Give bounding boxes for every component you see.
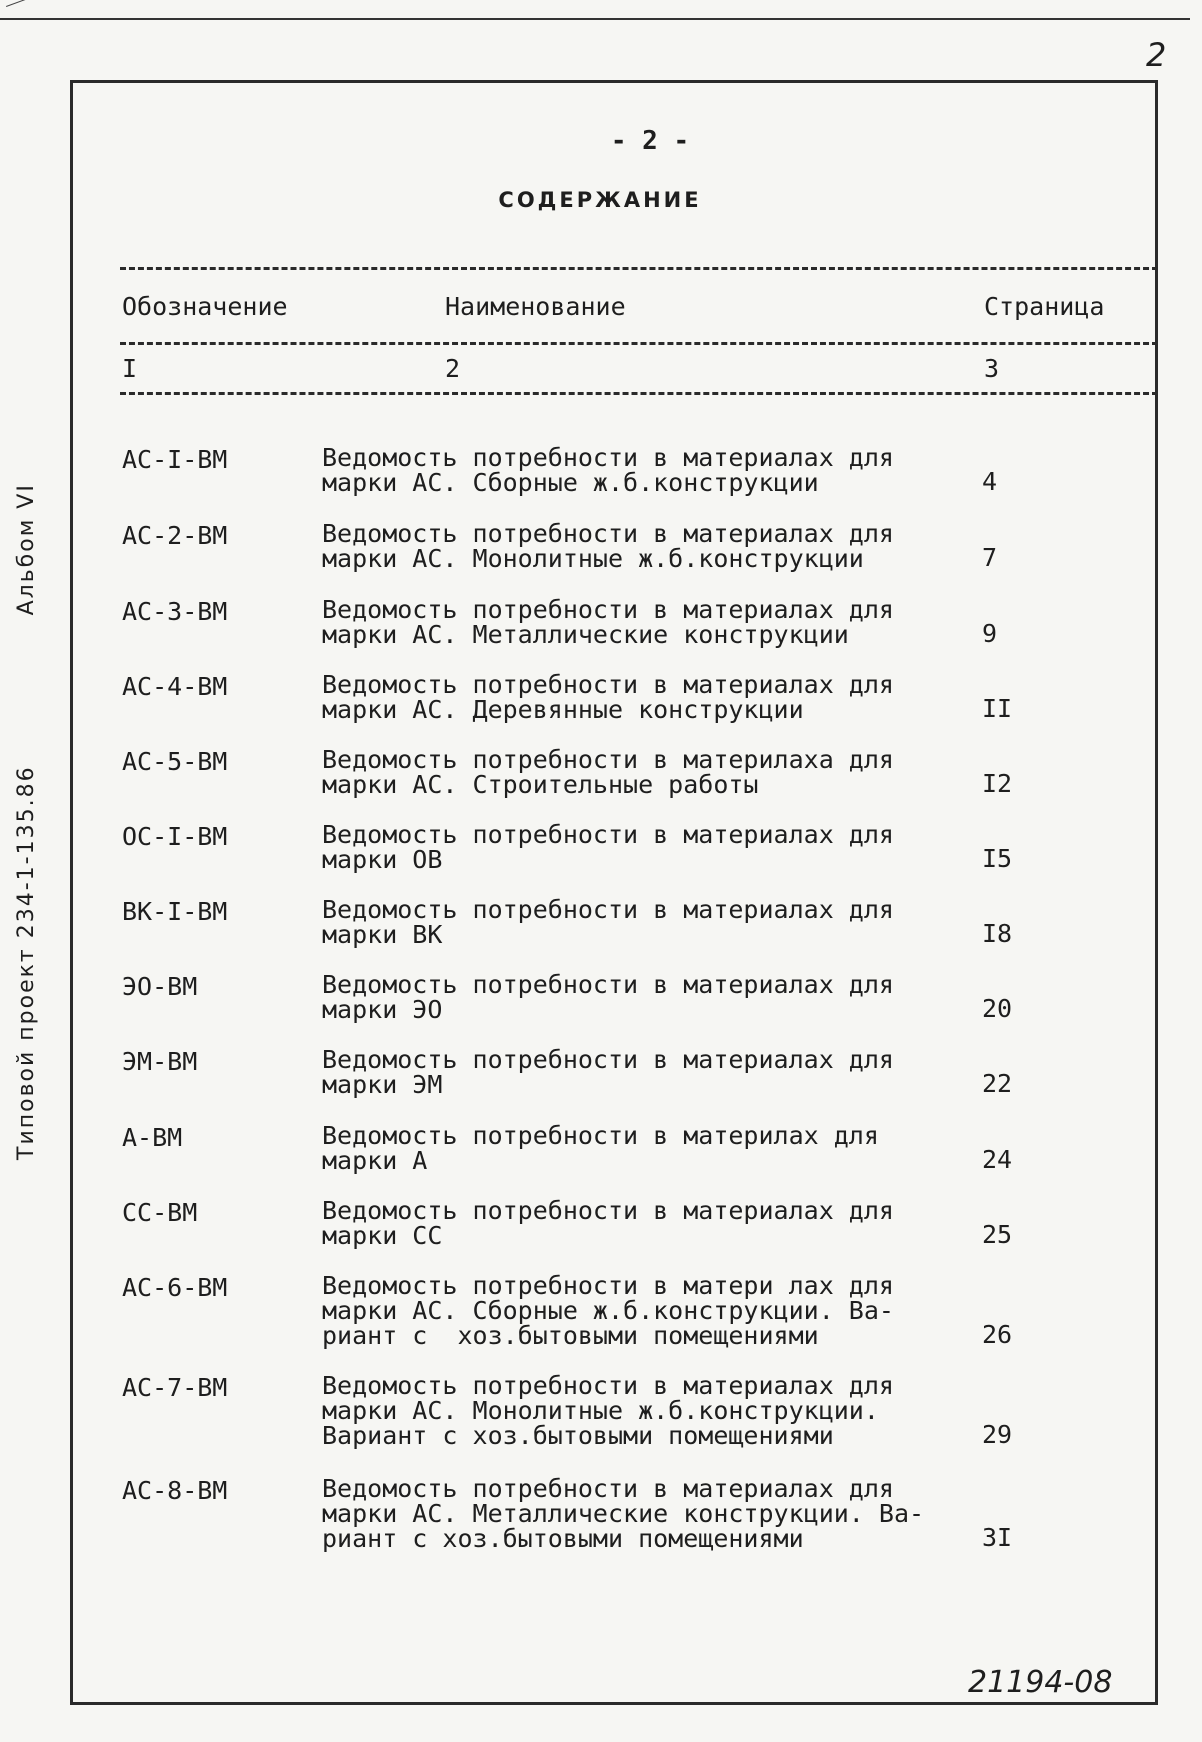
entry-code: ВК-I-ВМ: [122, 897, 228, 926]
corner-mark: [6, 0, 44, 7]
entry-code: АС-2-ВМ: [122, 521, 228, 550]
entry-code: АС-7-ВМ: [122, 1373, 228, 1402]
entry-name: Ведомость потребности в материалах для марки АС. Монолитные ж.б.конструкции: [322, 519, 894, 573]
document-title: СОДЕРЖАНИЕ: [498, 188, 702, 212]
entry-code: АС-3-ВМ: [122, 597, 228, 626]
page-frame: [70, 80, 1158, 1705]
entry-name: Ведомость потребности в материлаха для марки АС. Строительные работы: [322, 745, 894, 799]
entry-page: I2: [982, 769, 1013, 798]
top-edge-line: [0, 18, 1190, 20]
entry-page: 3I: [982, 1523, 1013, 1552]
project-label: Типовой проект 234-1-135.86: [14, 765, 39, 1160]
archive-stamp: 21194-08: [968, 1665, 1113, 1700]
entry-code: АС-8-ВМ: [122, 1476, 228, 1505]
entry-page: 9: [982, 619, 998, 648]
entry-name: Ведомость потребности в материлах для марки А: [322, 1121, 879, 1175]
album-label: Альбом VI: [14, 483, 39, 616]
entry-code: АС-5-ВМ: [122, 747, 228, 776]
entry-page: 25: [982, 1220, 1013, 1249]
side-label: [14, 483, 39, 1160]
entry-code: А-ВМ: [122, 1123, 183, 1152]
entry-page: II: [982, 694, 1013, 723]
entry-code: АС-4-ВМ: [122, 672, 228, 701]
entry-name: Ведомость потребности в материалах для марки АС. Монолитные ж.б.конструкции. Вариант с хоз.бытовыми помещениями: [322, 1371, 894, 1450]
entry-code: АС-I-ВМ: [122, 445, 228, 474]
entry-name: Ведомость потребности в материалах для марки ОВ: [322, 820, 894, 874]
header-rule-top: [120, 267, 1158, 270]
entry-page: 20: [982, 994, 1013, 1023]
entry-page: 4: [982, 467, 998, 496]
entry-name: Ведомость потребности в материалах для марки АС. Металлические конструкции: [322, 595, 894, 649]
entry-page: 7: [982, 543, 998, 572]
header-designation: Обозначение: [122, 292, 288, 321]
entry-page: 24: [982, 1145, 1013, 1174]
column-number-1: I: [122, 354, 138, 383]
entry-name: Ведомость потребности в материалах для марки ВК: [322, 895, 894, 949]
entry-name: Ведомость потребности в материалах для марки АС. Металлические конструкции. Ва- риант с хоз.бытовыми помещениями: [322, 1474, 925, 1553]
entry-code: АС-6-ВМ: [122, 1273, 228, 1302]
entry-page: I5: [982, 844, 1013, 873]
entry-code: ЭО-ВМ: [122, 972, 198, 1001]
header-rule-bottom: [120, 392, 1158, 395]
entry-name: Ведомость потребности в матери лах для марки АС. Сборные ж.б.конструкции. Ва- риант с хоз.бытовыми помещениями: [322, 1271, 894, 1350]
entry-page: 29: [982, 1420, 1013, 1449]
entry-code: ЭМ-ВМ: [122, 1047, 198, 1076]
entry-name: Ведомость потребности в материалах для марки ЭМ: [322, 1045, 894, 1099]
sheet-number: 2: [1146, 36, 1167, 74]
entry-name: Ведомость потребности в материалах для марки АС. Сборные ж.б.конструкции: [322, 443, 894, 497]
column-number-2: 2: [445, 354, 461, 383]
page-label: - 2 -: [610, 126, 690, 156]
entry-page: I8: [982, 919, 1013, 948]
entry-page: 26: [982, 1320, 1013, 1349]
entry-code: ОС-I-ВМ: [122, 822, 228, 851]
entry-name: Ведомость потребности в материалах для марки СС: [322, 1196, 894, 1250]
column-number-3: 3: [984, 354, 1000, 383]
header-rule-middle: [120, 342, 1158, 345]
header-name: Наименование: [445, 292, 626, 321]
header-page: Страница: [984, 292, 1105, 321]
entry-page: 22: [982, 1069, 1013, 1098]
entry-code: СС-ВМ: [122, 1198, 198, 1227]
entry-name: Ведомость потребности в материалах для марки АС. Деревянные конструкции: [322, 670, 894, 724]
entry-name: Ведомость потребности в материалах для марки ЭО: [322, 970, 894, 1024]
